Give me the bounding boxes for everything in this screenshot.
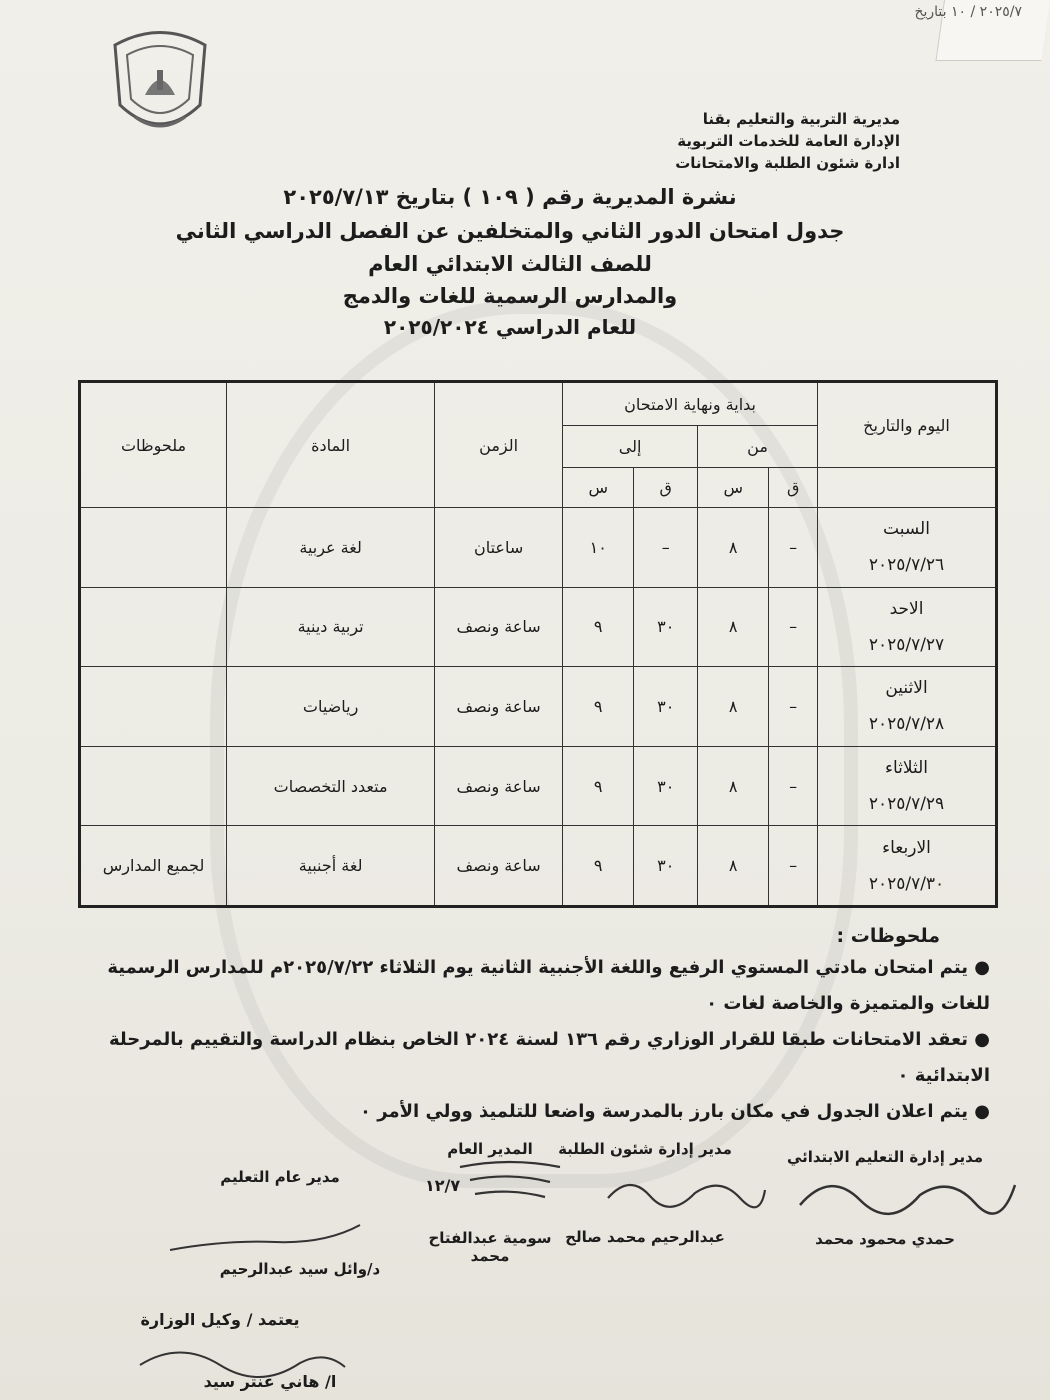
note-cell bbox=[80, 667, 227, 747]
handwritten-signature-3-icon bbox=[450, 1152, 570, 1212]
header-notes: ملحوظات bbox=[80, 382, 227, 508]
table-row bbox=[80, 746, 997, 826]
header-from-min: ق bbox=[769, 468, 818, 508]
duration-cell: ساعة ونصف bbox=[435, 667, 563, 747]
to-hour-cell: ٩ bbox=[563, 826, 634, 907]
note-item bbox=[60, 1022, 990, 1094]
subject-cell: متعدد التخصصات bbox=[227, 746, 435, 826]
note-cell bbox=[80, 746, 227, 826]
signature-title: مدير إدارة التعليم الابتدائي bbox=[786, 1148, 984, 1166]
day-label: الثلاثاء bbox=[884, 758, 929, 779]
exam-schedule-table bbox=[78, 380, 998, 908]
header-subject: المادة bbox=[227, 382, 435, 508]
handwritten-signature-1-icon bbox=[790, 1165, 1020, 1225]
bullet-icon: ● bbox=[974, 957, 990, 978]
from-hour-cell: ٨ bbox=[698, 667, 769, 747]
signature-title: مدير إدارة شئون الطلبة bbox=[558, 1140, 732, 1158]
note-text: تعقد الامتحانات طبقا للقرار الوزاري رقم ١٣٦ لسنة ٢٠٢٤ الخاص بنظام الدراسة والتقييم بالمرحلة الابتدائية ٠ bbox=[108, 1029, 990, 1086]
schools-title: والمدارس الرسمية للغات والدمج bbox=[342, 284, 678, 308]
approval-label: يعتمد / وكيل الوزارة bbox=[140, 1310, 300, 1329]
table-row bbox=[80, 508, 997, 588]
day-date-cell bbox=[818, 746, 997, 826]
from-min-cell: – bbox=[769, 826, 818, 907]
department-header bbox=[675, 108, 900, 174]
from-hour-cell: ٨ bbox=[698, 587, 769, 667]
to-hour-cell: ٩ bbox=[563, 587, 634, 667]
title-block bbox=[120, 180, 900, 342]
to-hour-cell: ١٠ bbox=[563, 508, 634, 588]
handwritten-date: ١٢/٧ bbox=[425, 1176, 461, 1195]
dept-line-2: الإدارة العامة للخدمات التربوية bbox=[677, 132, 900, 150]
date-label: ٢٠٢٥/٧/٢٧ bbox=[868, 634, 945, 655]
subject-cell: تربية دينية bbox=[227, 587, 435, 667]
ministry-logo-icon bbox=[105, 25, 215, 143]
bullet-icon: ● bbox=[974, 1101, 990, 1122]
dept-line-3: ادارة شئون الطلبة والامتحانات bbox=[675, 154, 900, 172]
signature-name: حمدي محمود محمد bbox=[815, 1230, 955, 1248]
subject-cell: لغة أجنبية bbox=[227, 826, 435, 907]
day-date-cell bbox=[818, 508, 997, 588]
note-cell: لجميع المدارس bbox=[80, 826, 227, 907]
header-from: من bbox=[698, 426, 818, 468]
to-min-cell: ٣٠ bbox=[634, 667, 698, 747]
schedule-title: جدول امتحان الدور الثاني والمتخلفين عن الفصل الدراسي الثاني bbox=[175, 219, 845, 243]
subject-cell: لغة عربية bbox=[227, 508, 435, 588]
date-label: ٢٠٢٥/٧/٢٦ bbox=[868, 555, 945, 576]
dept-line-1: مديرية التربية والتعليم بقنا bbox=[702, 110, 900, 128]
table-row bbox=[80, 826, 997, 907]
notes-heading: ملحوظات : bbox=[836, 925, 940, 947]
table-row bbox=[80, 667, 997, 747]
subject-cell: رياضيات bbox=[227, 667, 435, 747]
header-day-date: اليوم والتاريخ bbox=[818, 382, 997, 468]
day-label: السبت bbox=[883, 519, 930, 540]
header-to-min: ق bbox=[634, 468, 698, 508]
to-min-cell: ٣٠ bbox=[634, 587, 698, 667]
header-day-blank bbox=[818, 468, 997, 508]
academic-year: للعام الدراسي ٢٠٢٥/٢٠٢٤ bbox=[383, 315, 637, 339]
note-item bbox=[60, 1094, 990, 1130]
note-text: يتم امتحان مادتي المستوي الرفيع واللغة الأجنبية الثانية يوم الثلاثاء ٢٠٢٥/٧/٢٢م للمدارس الرسمية للغات والمتميزة والخاصة لغات ٠ bbox=[107, 957, 990, 1014]
to-hour-cell: ٩ bbox=[563, 667, 634, 747]
duration-cell: ساعة ونصف bbox=[435, 826, 563, 907]
table-row bbox=[80, 587, 997, 667]
date-label: ٢٠٢٥/٧/٣٠ bbox=[868, 873, 945, 894]
header-from-hour: س bbox=[698, 468, 769, 508]
from-min-cell: – bbox=[769, 746, 818, 826]
note-cell bbox=[80, 587, 227, 667]
date-label: ٢٠٢٥/٧/٢٩ bbox=[868, 794, 945, 815]
day-label: الاثنين bbox=[885, 678, 928, 699]
header-to: إلى bbox=[563, 426, 698, 468]
day-label: الاربعاء bbox=[882, 837, 931, 858]
signature-name: سومية عبدالفتاح محمد bbox=[428, 1229, 552, 1265]
to-min-cell: ٣٠ bbox=[634, 826, 698, 907]
duration-cell: ساعة ونصف bbox=[435, 587, 563, 667]
to-hour-cell: ٩ bbox=[563, 746, 634, 826]
note-item bbox=[60, 950, 990, 1022]
to-min-cell: ٣٠ bbox=[634, 746, 698, 826]
handwritten-signature-4-icon bbox=[165, 1210, 365, 1260]
education-gm-title: مدير عام التعليم bbox=[220, 1168, 340, 1186]
grade-title: للصف الثالث الابتدائي العام bbox=[368, 252, 652, 276]
note-cell bbox=[80, 508, 227, 588]
undersecretary-name: ا/ هاني عنتر سيد bbox=[203, 1372, 337, 1391]
duration-cell: ساعتان bbox=[435, 508, 563, 588]
from-hour-cell: ٨ bbox=[698, 746, 769, 826]
header-to-hour: س bbox=[563, 468, 634, 508]
signature-title: المدير العام bbox=[447, 1140, 533, 1158]
from-min-cell: – bbox=[769, 508, 818, 588]
handwritten-signature-2-icon bbox=[600, 1168, 770, 1218]
from-min-cell: – bbox=[769, 667, 818, 747]
header-duration: الزمن bbox=[435, 382, 563, 508]
day-date-cell bbox=[818, 587, 997, 667]
day-date-cell bbox=[818, 826, 997, 907]
duration-cell: ساعة ونصف bbox=[435, 746, 563, 826]
edge-date-text: ٢٠٢٥/٧ / ١٠ بتاريخ bbox=[914, 4, 1022, 20]
bullet-icon: ● bbox=[974, 1029, 990, 1050]
bulletin-number: نشرة المديرية رقم ( ١٠٩ ) بتاريخ ٢٠٢٥/٧/١٣ bbox=[283, 185, 737, 209]
date-label: ٢٠٢٥/٧/٢٨ bbox=[868, 714, 945, 735]
to-min-cell: – bbox=[634, 508, 698, 588]
day-date-cell bbox=[818, 667, 997, 747]
education-gm-name: د/وائل سيد عبدالرحيم bbox=[219, 1260, 381, 1278]
signature-name: عبدالرحيم محمد صالح bbox=[565, 1228, 725, 1246]
notes-list bbox=[60, 950, 990, 1130]
header-start-end: بداية ونهاية الامتحان bbox=[563, 382, 818, 426]
from-min-cell: – bbox=[769, 587, 818, 667]
from-hour-cell: ٨ bbox=[698, 508, 769, 588]
from-hour-cell: ٨ bbox=[698, 826, 769, 907]
day-label: الاحد bbox=[889, 598, 924, 619]
note-text: يتم اعلان الجدول في مكان بارز بالمدرسة واضعا للتلميذ وولي الأمر ٠ bbox=[360, 1101, 968, 1122]
